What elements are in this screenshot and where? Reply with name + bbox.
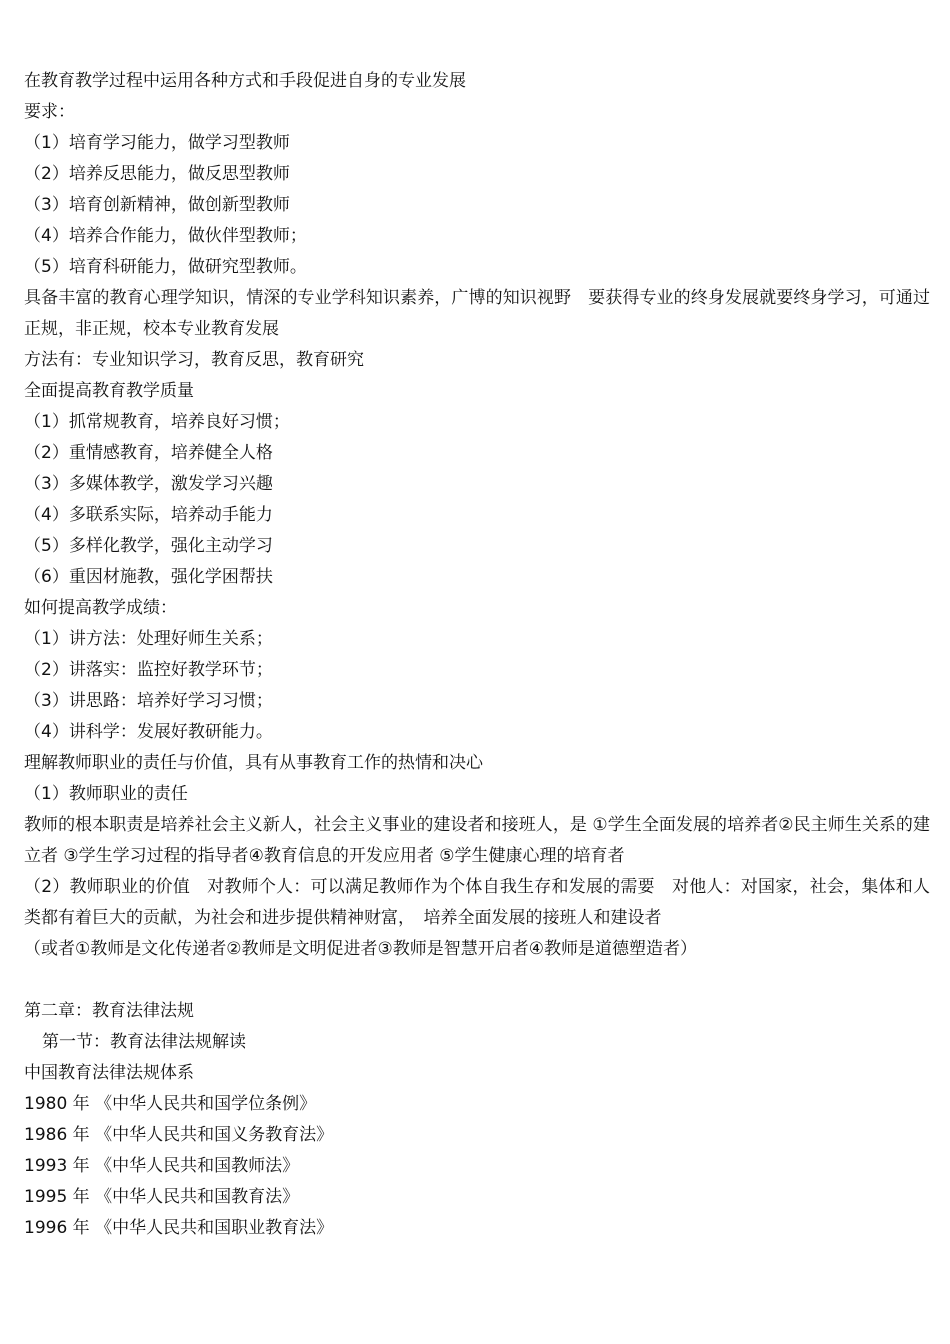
text-line: （5）多样化教学，强化主动学习 — [24, 536, 273, 556]
text-line: 第二章：教育法律法规 — [24, 1001, 194, 1021]
text-line: （1）讲方法：处理好师生关系； — [24, 629, 273, 649]
text-paragraph: 具备丰富的教育心理学知识，情深的专业学科知识素养，广博的知识视野 要获得专业的终身发展就要终身学习，可通过正规，非正规，校本专业教育发展 — [24, 288, 930, 339]
text-line: 要求： — [24, 102, 75, 122]
text-line: （4）培养合作能力，做伙伴型教师； — [24, 226, 307, 246]
text-line: （2）重情感教育，培养健全人格 — [24, 443, 273, 463]
text-line: 方法有：专业知识学习，教育反思，教育研究 — [24, 350, 364, 370]
text-line: 第一节：教育法律法规解读 — [42, 1032, 246, 1052]
text-line: 全面提高教育教学质量 — [24, 381, 194, 401]
text-line: （2）讲落实：监控好教学环节； — [24, 660, 273, 680]
text-line: 理解教师职业的责任与价值，具有从事教育工作的热情和决心 — [24, 753, 483, 773]
text-line: （2）培养反思能力，做反思型教师 — [24, 164, 290, 184]
text-line: （1）培育学习能力，做学习型教师 — [24, 133, 290, 153]
text-line: 中国教育法律法规体系 — [24, 1063, 194, 1083]
text-line: （3）培育创新精神，做创新型教师 — [24, 195, 290, 215]
text-line: （3）讲思路：培养好学习习惯； — [24, 691, 273, 711]
text-line: 1995 年 《中华人民共和国教育法》 — [24, 1187, 300, 1207]
blank-line — [24, 965, 930, 996]
document-page — [24, 66, 930, 1244]
text-line: （4）讲科学：发展好教研能力。 — [24, 722, 273, 742]
text-line: （5）培育科研能力，做研究型教师。 — [24, 257, 307, 277]
text-line: 1980 年 《中华人民共和国学位条例》 — [24, 1094, 317, 1114]
text-line: 如何提高教学成绩： — [24, 598, 177, 618]
text-line: （3）多媒体教学，激发学习兴趣 — [24, 474, 273, 494]
text-line: （或者①教师是文化传递者②教师是文明促进者③教师是智慧开启者④教师是道德塑造者） — [24, 939, 697, 959]
text-line: （6）重因材施教，强化学困帮扶 — [24, 567, 273, 587]
text-line: 1986 年 《中华人民共和国义务教育法》 — [24, 1125, 334, 1145]
text-line: 1996 年 《中华人民共和国职业教育法》 — [24, 1218, 334, 1238]
text-paragraph: 教师的根本职责是培养社会主义新人，社会主义事业的建设者和接班人，是 ①学生全面发展的培养者②民主师生关系的建立者 ③学生学习过程的指导者④教育信息的开发应用者 ⑤学生健康心理的培育者 — [24, 815, 930, 866]
text-line: 1993 年 《中华人民共和国教师法》 — [24, 1156, 300, 1176]
text-line: （1）抓常规教育，培养良好习惯； — [24, 412, 290, 432]
text-line: 在教育教学过程中运用各种方式和手段促进自身的专业发展 — [24, 71, 466, 91]
text-paragraph: （2）教师职业的价值 对教师个人：可以满足教师作为个体自我生存和发展的需要 对他人：对国家，社会，集体和人类都有着巨大的贡献，为社会和进步提供精神财富， 培养全面发展的接班人和建设者 — [24, 877, 930, 928]
text-line: （1）教师职业的责任 — [24, 784, 188, 804]
text-line: （4）多联系实际，培养动手能力 — [24, 505, 273, 525]
